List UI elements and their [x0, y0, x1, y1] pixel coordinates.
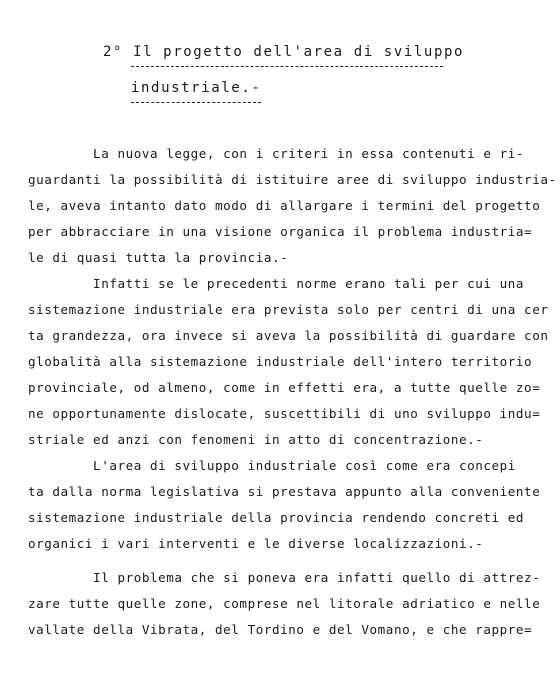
paragraph-2-line-5: provinciale, od almeno, come in effetti era, a tutte quelle zo=	[28, 380, 541, 395]
paragraph-2-line-4: globalità alla sistemazione industriale dell'intero territorio	[28, 354, 533, 369]
section-heading-line-2: industriale.-	[131, 80, 262, 96]
paragraph-4-line-1: Il problema che si poneva era infatti quello di attrez-	[28, 570, 541, 585]
paragraph-4-line-3: vallate della Vibrata, del Tordino e del Vomano, e che rappre=	[28, 622, 533, 637]
paragraph-1-line-1: La nuova legge, con i criteri in essa contenuti e ri-	[28, 146, 525, 161]
paragraph-2-line-7: striale ed anzi con fenomeni in atto di concentrazione.-	[28, 432, 484, 447]
paragraph-2-line-2: sistemazione industriale era prevista solo per centri di una cer	[28, 302, 549, 317]
paragraph-3-line-1: L'area di sviluppo industriale così come era concepi	[28, 458, 516, 473]
paragraph-2-line-1: Infatti se le precedenti norme erano tali per cui una	[28, 276, 525, 291]
heading-underline-2	[131, 102, 261, 103]
paragraph-2-line-3: ta grandezza, ora invece si aveva la possibilità di guardare con	[28, 328, 549, 343]
paragraph-4-line-2: zare tutte quelle zone, comprese nel litorale adriatico e nelle	[28, 596, 541, 611]
paragraph-3-line-2: ta dalla norma legislativa si prestava appunto alla conveniente	[28, 484, 541, 499]
paragraph-1-line-3: le, aveva intanto dato modo di allargare i termini del progetto	[28, 198, 541, 213]
paragraph-1-line-5: le di quasi tutta la provincia.-	[28, 250, 289, 265]
paragraph-1-line-2: guardanti la possibilità di istituire aree di sviluppo industria-	[28, 172, 557, 187]
heading-underline-1	[131, 66, 443, 67]
paragraph-3-line-3: sistemazione industriale della provincia rendendo concreti ed	[28, 510, 525, 525]
paragraph-2-line-6: ne opportunamente dislocate, suscettibili di uno sviluppo indu=	[28, 406, 541, 421]
section-heading-line-1: 2° Il progetto dell'area di sviluppo	[103, 44, 465, 60]
paragraph-3-line-4: organici i vari interventi e le diverse localizzazioni.-	[28, 536, 484, 551]
paragraph-1-line-4: per abbracciare in una visione organica il problema industria=	[28, 224, 533, 239]
